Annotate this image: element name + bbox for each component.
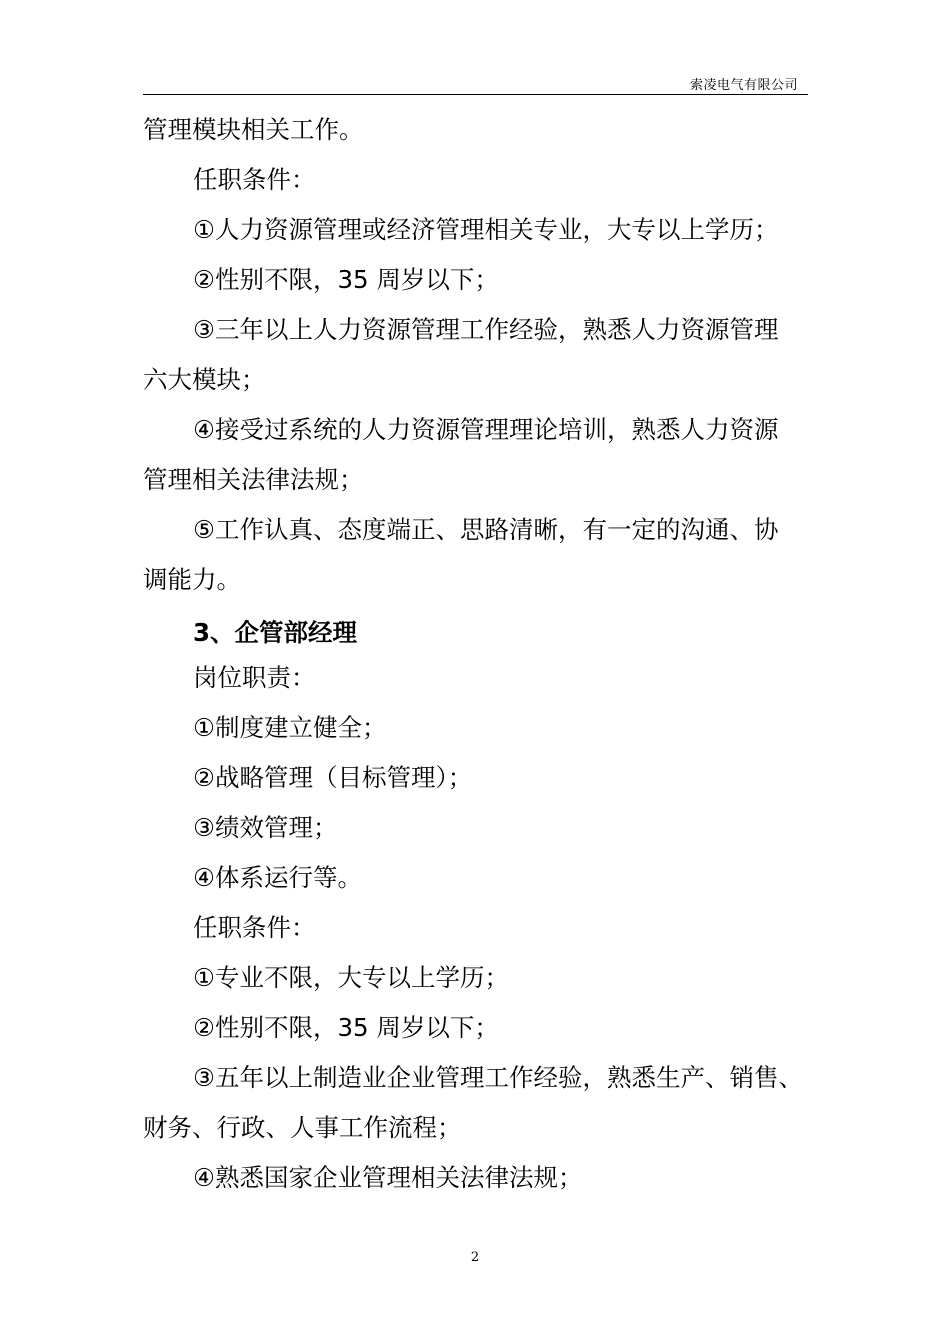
company-name: 索凌电气有限公司 bbox=[689, 78, 798, 93]
body-line: ①制度建立健全； bbox=[193, 713, 387, 742]
body-line: 岗位职责： bbox=[193, 663, 316, 692]
page-header bbox=[143, 72, 808, 95]
body-line: 管理相关法律法规； bbox=[143, 465, 364, 494]
body-line: ③五年以上制造业企业管理工作经验，熟悉生产、销售、 bbox=[193, 1063, 803, 1092]
section-heading: 3、企管部经理 bbox=[193, 618, 358, 647]
body-line: 调能力。 bbox=[143, 565, 241, 594]
body-line: ③三年以上人力资源管理工作经验，熟悉人力资源管理 bbox=[193, 315, 779, 344]
body-line: ④接受过系统的人力资源管理理论培训，熟悉人力资源 bbox=[193, 415, 779, 444]
body-line: ②性别不限，35 周岁以下； bbox=[193, 1013, 499, 1042]
body-line: ⑤工作认真、态度端正、思路清晰，有一定的沟通、协 bbox=[193, 515, 779, 544]
body-line: 财务、行政、人事工作流程； bbox=[143, 1113, 462, 1142]
page-number: 2 bbox=[470, 1250, 480, 1265]
body-line: 六大模块； bbox=[143, 365, 266, 394]
body-line: ③绩效管理； bbox=[193, 813, 338, 842]
body-line: ①人力资源管理或经济管理相关专业，大专以上学历； bbox=[193, 215, 779, 244]
body-line: ②性别不限，35 周岁以下； bbox=[193, 265, 499, 294]
body-line: 任职条件： bbox=[193, 913, 316, 942]
body-line: ④体系运行等。 bbox=[193, 863, 362, 892]
body-line: 管理模块相关工作。 bbox=[143, 115, 364, 144]
body-line: ①专业不限，大专以上学历； bbox=[193, 963, 509, 992]
body-line: ②战略管理（目标管理）； bbox=[193, 763, 473, 792]
body-line: 任职条件： bbox=[193, 165, 316, 194]
body-line: ④熟悉国家企业管理相关法律法规； bbox=[193, 1163, 583, 1192]
